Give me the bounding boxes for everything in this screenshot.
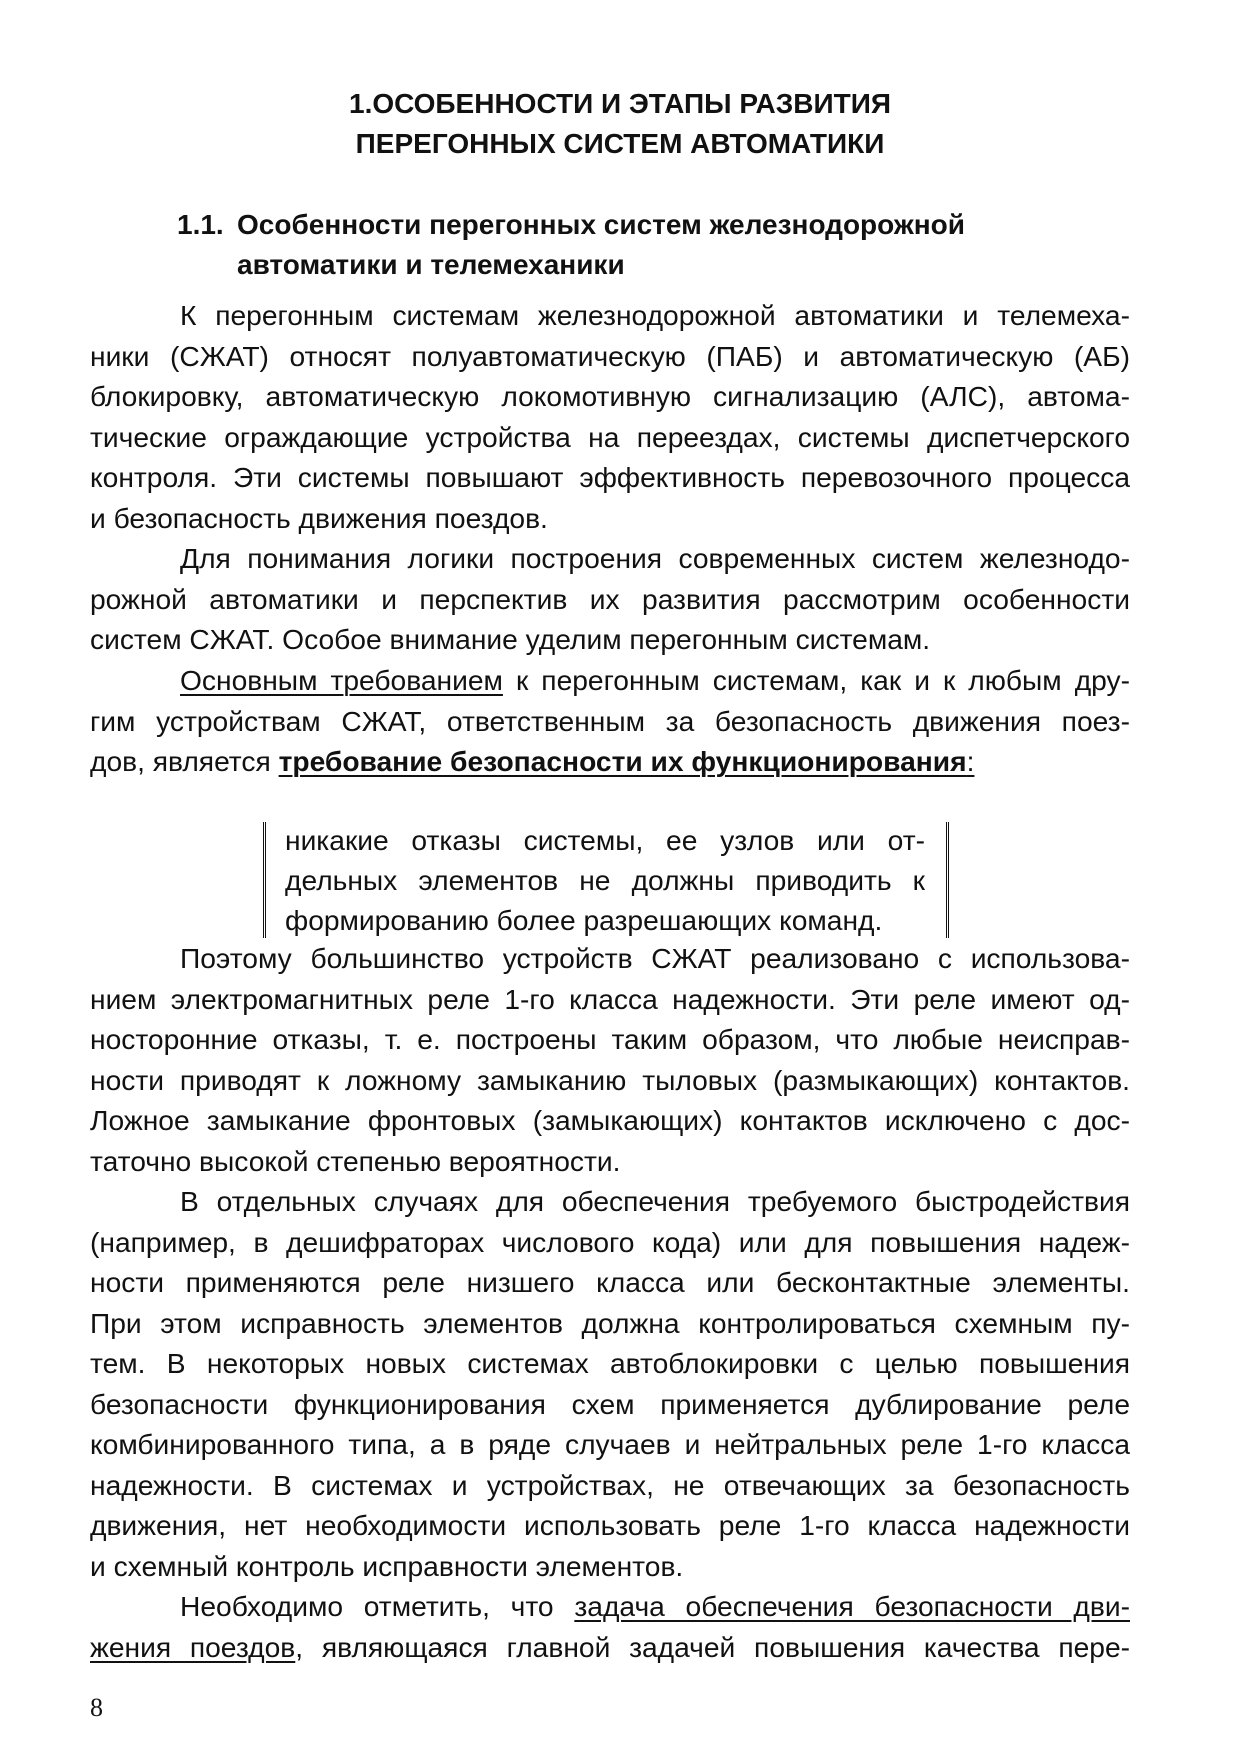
text-fragment: к перегонным системам, как и к любым дру-: [502, 664, 1130, 696]
text-line: Поэтому большинство устройств СЖАТ реализовано с использова-: [180, 942, 1130, 974]
text-line: безопасности функционирования схем применяется дублирование реле: [90, 1387, 1130, 1420]
text-line: формированию более разрешающих команд.: [285, 904, 883, 936]
section-title-line-2: автоматики и телемеханики: [237, 249, 625, 280]
text-line: [90, 1586, 1130, 1627]
text-line: К перегонным системам железнодорожной автоматики и телемеха-: [180, 299, 1130, 331]
underlined-term: Основным требованием: [180, 664, 503, 696]
text-line: тические ограждающие устройства на переездах, системы диспетчерского: [90, 420, 1130, 453]
underlined-term: задача обеспечения безопасности дви-: [574, 1590, 1130, 1622]
text-line: Для понимания логики построения современных систем железнодо-: [180, 542, 1130, 574]
text-line: и безопасность движения поездов.: [90, 501, 548, 534]
paragraphs-intro: [90, 295, 1130, 660]
chapter-title-line-2: ПЕРЕГОННЫХ СИСТЕМ АВТОМАТИКИ: [355, 128, 885, 159]
text-line: [90, 1627, 1130, 1668]
text-line: При этом исправность элементов должна контролироваться схемным пу-: [90, 1306, 1130, 1339]
text-fragment: дов, является: [90, 745, 279, 777]
text-line: надежности. В системах и устройствах, не отвечающих за безопасность: [90, 1468, 1130, 1501]
paragraph-conclusion: [90, 1586, 1130, 1667]
text-line: контроля. Эти системы повышают эффективность перевозочного процесса: [90, 461, 1130, 493]
text-line: Ложное замыкание фронтовых (замыкающих) контактов исключено с дос-: [90, 1104, 1130, 1136]
definition-text: [285, 820, 925, 940]
paragraphs-relays: [90, 938, 1130, 1586]
bold-underlined-term: требование безопасности их функционирования: [278, 745, 967, 777]
text-line: дельных элементов не должны приводить к: [285, 864, 925, 896]
text-line: и схемный контроль исправности элементов.: [90, 1549, 684, 1582]
section-title-line-1: Особенности перегонных систем железнодорожной: [237, 209, 965, 240]
text-line: ности приводят к ложному замыканию тыловых (размыкающих) контактов.: [90, 1063, 1130, 1096]
text-fragment: Необходимо отметить, что: [180, 1590, 575, 1622]
text-line: движения, нет необходимости использовать реле 1-го класса надежности: [90, 1509, 1130, 1541]
paragraph-requirement: [90, 660, 1130, 782]
text-line: никакие отказы системы, ее узлов или от-: [285, 824, 925, 856]
chapter-title: [180, 84, 1060, 164]
text-line: гим устройствам СЖАТ, ответственным за безопасность движения поез-: [90, 704, 1130, 737]
page-number: 8: [90, 1693, 103, 1722]
underlined-term: жения поездов: [90, 1630, 296, 1663]
text-line: носторонние отказы, т. е. построены таким образом, что любые неисправ-: [90, 1023, 1130, 1055]
text-line: ники (СЖАТ) относят полуавтоматическую (ПАБ) и автоматическую (АБ): [90, 339, 1130, 372]
text-line: [90, 741, 1130, 782]
text-line: тем. В некоторых новых системах автоблокировки с целью повышения: [90, 1347, 1130, 1379]
text-line: рожной автоматики и перспектив их развития рассмотрим особенности: [90, 582, 1130, 615]
text-line: систем СЖАТ. Особое внимание уделим перегонным системам.: [90, 623, 931, 655]
section-number: 1.1.: [177, 209, 224, 240]
chapter-title-line-1: 1.ОСОБЕННОСТИ И ЭТАПЫ РАЗВИТИЯ: [349, 88, 891, 119]
text-line: ности применяются реле низшего класса или бесконтактные элементы.: [90, 1266, 1130, 1298]
text-line: [90, 660, 1130, 701]
text-line: нием электромагнитных реле 1-го класса надежности. Эти реле имеют од-: [90, 982, 1130, 1015]
text-line: таточно высокой степенью вероятности.: [90, 1144, 621, 1177]
text-fragment: , являющаяся главной задачей повышения качества пере-: [295, 1630, 1130, 1663]
text-fragment: :: [966, 745, 975, 777]
text-line: (например, в дешифраторах числового кода) или для повышения надеж-: [90, 1225, 1130, 1258]
text-line: комбинированного типа, а в ряде случаев и нейтральных реле 1-го класса: [90, 1428, 1130, 1460]
text-line: В отдельных случаях для обеспечения требуемого быстродействия: [180, 1185, 1130, 1217]
text-line: блокировку, автоматическую локомотивную сигнализацию (АЛС), автома-: [90, 380, 1130, 412]
